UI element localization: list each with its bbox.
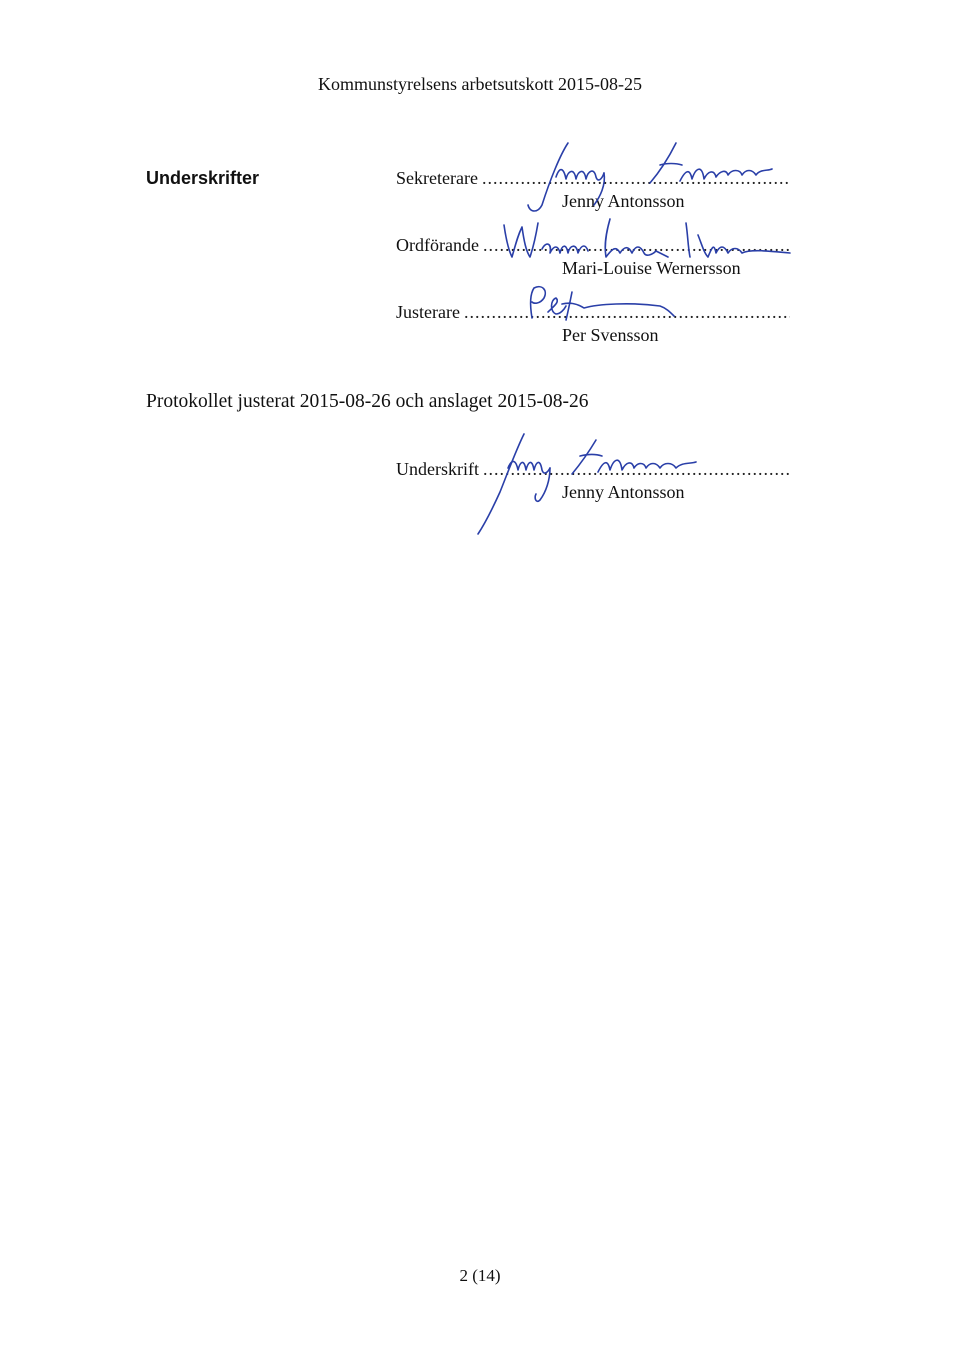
adjuster-handwritten-signature	[520, 282, 690, 326]
page-number: 2 (14)	[459, 1266, 501, 1285]
secretary-name: Jenny Antonsson	[562, 191, 685, 211]
signatures-section-label: Underskrifter	[146, 168, 260, 188]
protocol-adjustment-statement: Protokollet justerat 2015-08-26 och anslaget 2015-08-26	[146, 391, 589, 412]
attestation-role-label: Underskrift	[396, 459, 479, 479]
secretary-handwritten-signature	[490, 135, 800, 215]
document-header: Kommunstyrelsens arbetsutskott 2015-08-25	[318, 74, 642, 94]
chair-handwritten-signature	[490, 205, 800, 265]
secretary-role-label: Sekreterare	[396, 168, 478, 188]
attestation-name: Jenny Antonsson	[562, 482, 685, 502]
chair-role-label: Ordförande	[396, 235, 479, 255]
attestation-handwritten-signature	[468, 428, 718, 540]
chair-name: Mari-Louise Wernersson	[562, 258, 741, 278]
adjuster-role-label: Justerare	[396, 302, 460, 322]
adjuster-name: Per Svensson	[562, 325, 659, 345]
